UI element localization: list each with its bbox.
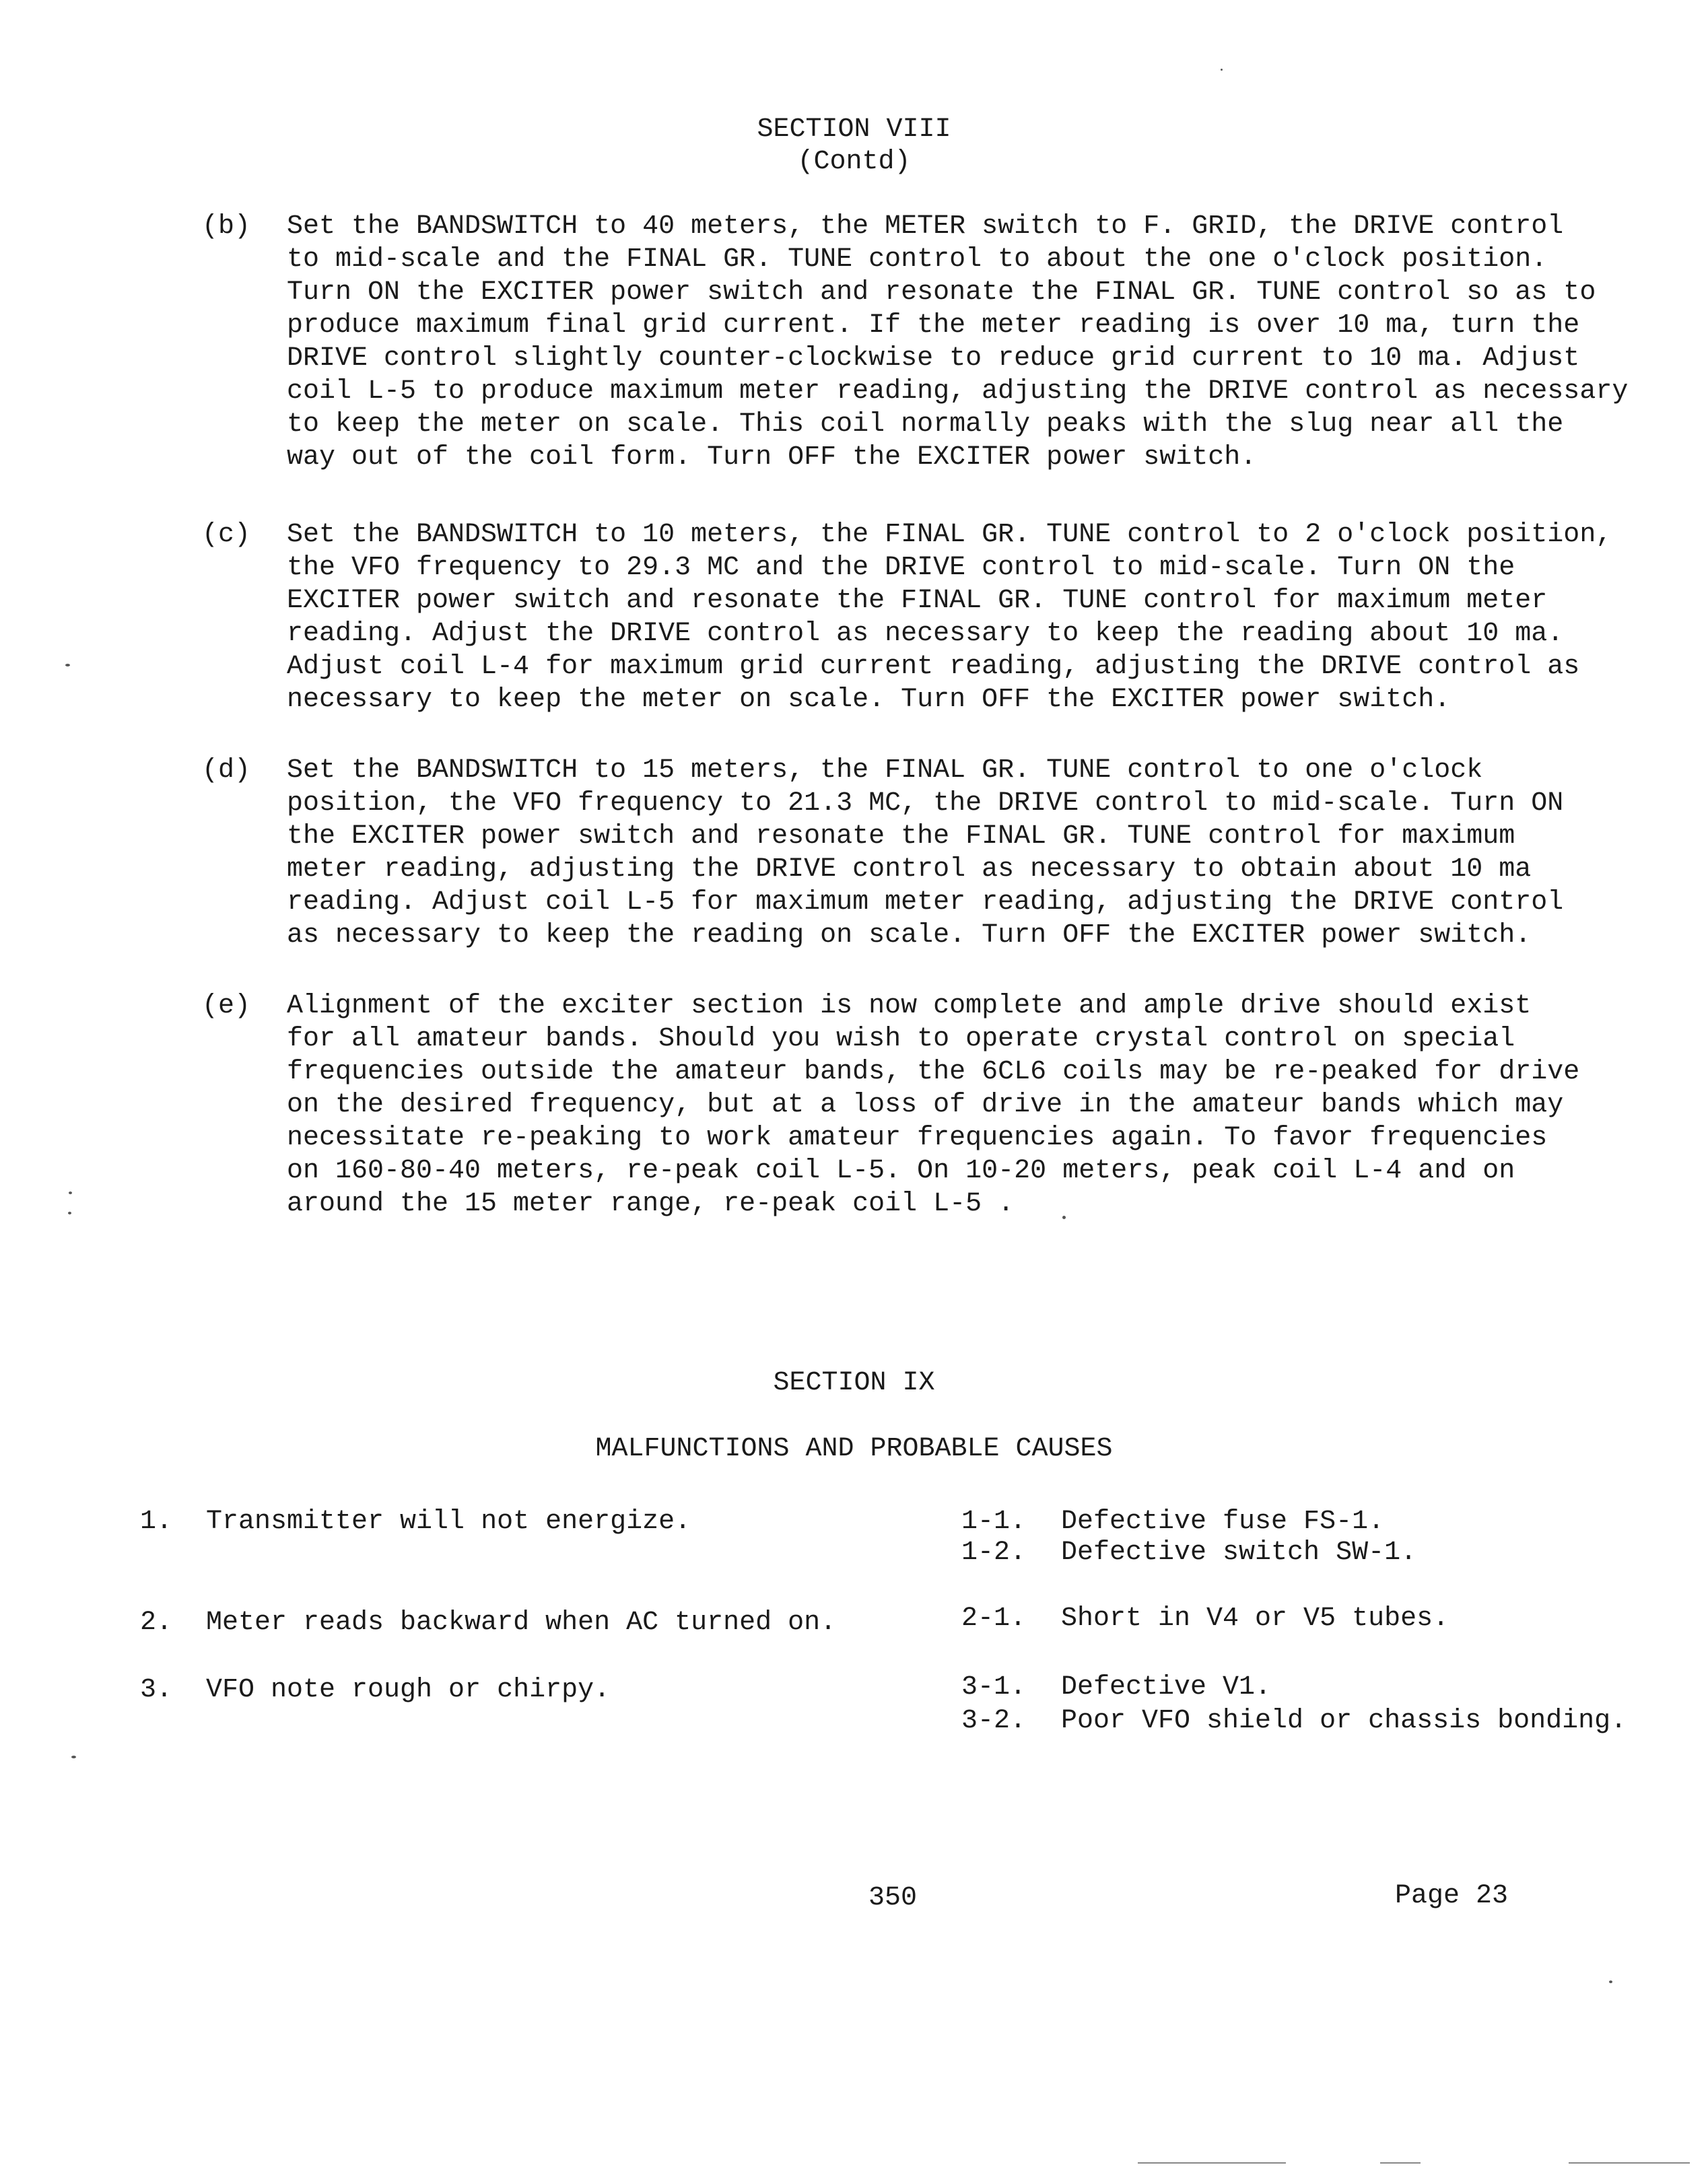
scan-speck (1062, 1216, 1066, 1219)
cause-item (961, 1704, 1627, 1737)
text-line: necessary to keep the meter on scale. Turn OFF the EXCITER power switch. (287, 685, 1451, 715)
section-title: SECTION VIII (757, 114, 951, 145)
scan-edge-mark (1569, 2162, 1690, 2164)
section-contd: (Contd) (797, 147, 911, 177)
paragraph-text (287, 990, 1680, 1220)
malfunction-number: 2. (140, 1608, 173, 1638)
cause-item (961, 1602, 1449, 1635)
text-line: necessitate re-peaking to work amateur frequencies again. To favor frequencies (287, 1123, 1548, 1153)
text-line: Adjust coil L-4 for maximum grid current reading, adjusting the DRIVE control as (287, 652, 1580, 682)
text-line: Set the BANDSWITCH to 40 meters, the METER switch to F. GRID, the DRIVE control (287, 211, 1564, 242)
page-number: Page 23 (1395, 1881, 1509, 1911)
cause-text: Defective switch SW-1. (1061, 1538, 1417, 1568)
text-line: reading. Adjust the DRIVE control as necessary to keep the reading about 10 ma. (287, 619, 1564, 649)
malfunction-number: 1. (140, 1507, 173, 1537)
malfunction-description: Meter reads backward when AC turned on. (206, 1608, 837, 1638)
scan-speck (69, 1192, 72, 1194)
paragraph-label: (e) (202, 991, 251, 1021)
cause-text: Poor VFO shield or chassis bonding. (1061, 1706, 1627, 1736)
scan-speck (68, 1212, 71, 1214)
scan-speck (65, 664, 70, 666)
text-line: the VFO frequency to 29.3 MC and the DRIVE control to mid-scale. Turn ON the (287, 553, 1515, 583)
cause-item (961, 1671, 1271, 1704)
text-line: coil L-5 to produce maximum meter reading, adjusting the DRIVE control as necessary (287, 376, 1629, 407)
model-number: 350 (868, 1883, 918, 1913)
cause-number: 1-2. (961, 1538, 1027, 1568)
text-line: Turn ON the EXCITER power switch and resonate the FINAL GR. TUNE control so as to (287, 277, 1596, 308)
text-line: for all amateur bands. Should you wish to operate crystal control on special (287, 1024, 1515, 1054)
malfunction-description: VFO note rough or chirpy. (206, 1675, 611, 1705)
text-line: DRIVE control slightly counter-clockwise to reduce grid current to 10 ma. Adjust (287, 343, 1580, 374)
cause-text: Short in V4 or V5 tubes. (1061, 1604, 1449, 1634)
scan-speck (71, 1756, 76, 1758)
text-line: way out of the coil form. Turn OFF the EXCITER power switch. (287, 442, 1257, 473)
text-line: EXCITER power switch and resonate the FINAL GR. TUNE control for maximum meter (287, 586, 1548, 616)
cause-text: Defective fuse FS-1. (1061, 1507, 1385, 1537)
text-line: as necessary to keep the reading on scale. Turn OFF the EXCITER power switch. (287, 920, 1532, 951)
text-line: Set the BANDSWITCH to 10 meters, the FINAL GR. TUNE control to 2 o'clock position, (287, 520, 1612, 550)
text-line: around the 15 meter range, re-peak coil L-5 . (287, 1189, 1015, 1219)
paragraph-label: (c) (202, 520, 251, 550)
text-line: to mid-scale and the FINAL GR. TUNE control to about the one o'clock position. (287, 244, 1548, 275)
section-ix-title: SECTION IX (773, 1368, 935, 1398)
cause-item (961, 1536, 1416, 1569)
text-line: on 160-80-40 meters, re-peak coil L-5. On 10-20 meters, peak coil L-4 and on (287, 1156, 1515, 1186)
text-line: position, the VFO frequency to 21.3 MC, the DRIVE control to mid-scale. Turn ON (287, 788, 1564, 819)
scan-speck (1221, 69, 1223, 71)
text-line: meter reading, adjusting the DRIVE control as necessary to obtain about 10 ma (287, 854, 1532, 885)
paragraph-text (287, 518, 1680, 716)
cause-text: Defective V1. (1061, 1672, 1272, 1702)
cause-number: 1-1. (961, 1507, 1027, 1537)
text-line: produce maximum final grid current. If the meter reading is over 10 ma, turn the (287, 310, 1580, 341)
scan-edge-mark (1138, 2162, 1286, 2164)
scan-edge-mark (1380, 2162, 1421, 2164)
text-line: on the desired frequency, but at a loss of drive in the amateur bands which may (287, 1090, 1564, 1120)
text-line: frequencies outside the amateur bands, the 6CL6 coils may be re-peaked for drive (287, 1057, 1580, 1087)
scan-speck (1609, 1980, 1612, 1983)
malfunction-number: 3. (140, 1675, 173, 1705)
text-line: to keep the meter on scale. This coil normally peaks with the slug near all the (287, 409, 1564, 440)
cause-number: 3-1. (961, 1672, 1027, 1702)
paragraph-label: (d) (202, 755, 251, 786)
malfunction-description: Transmitter will not energize. (206, 1507, 691, 1537)
text-line: Set the BANDSWITCH to 15 meters, the FINAL GR. TUNE control to one o'clock (287, 755, 1483, 786)
text-line: reading. Adjust coil L-5 for maximum meter reading, adjusting the DRIVE control (287, 887, 1564, 918)
text-line: Alignment of the exciter section is now complete and ample drive should exist (287, 991, 1532, 1021)
section-ix-subtitle: MALFUNCTIONS AND PROBABLE CAUSES (595, 1434, 1113, 1464)
paragraph-text (287, 754, 1680, 952)
cause-item (961, 1505, 1384, 1538)
text-line: the EXCITER power switch and resonate the FINAL GR. TUNE control for maximum (287, 821, 1515, 852)
cause-number: 2-1. (961, 1604, 1027, 1634)
paragraph-text (287, 210, 1680, 474)
paragraph-label: (b) (202, 211, 251, 242)
cause-number: 3-2. (961, 1706, 1027, 1736)
